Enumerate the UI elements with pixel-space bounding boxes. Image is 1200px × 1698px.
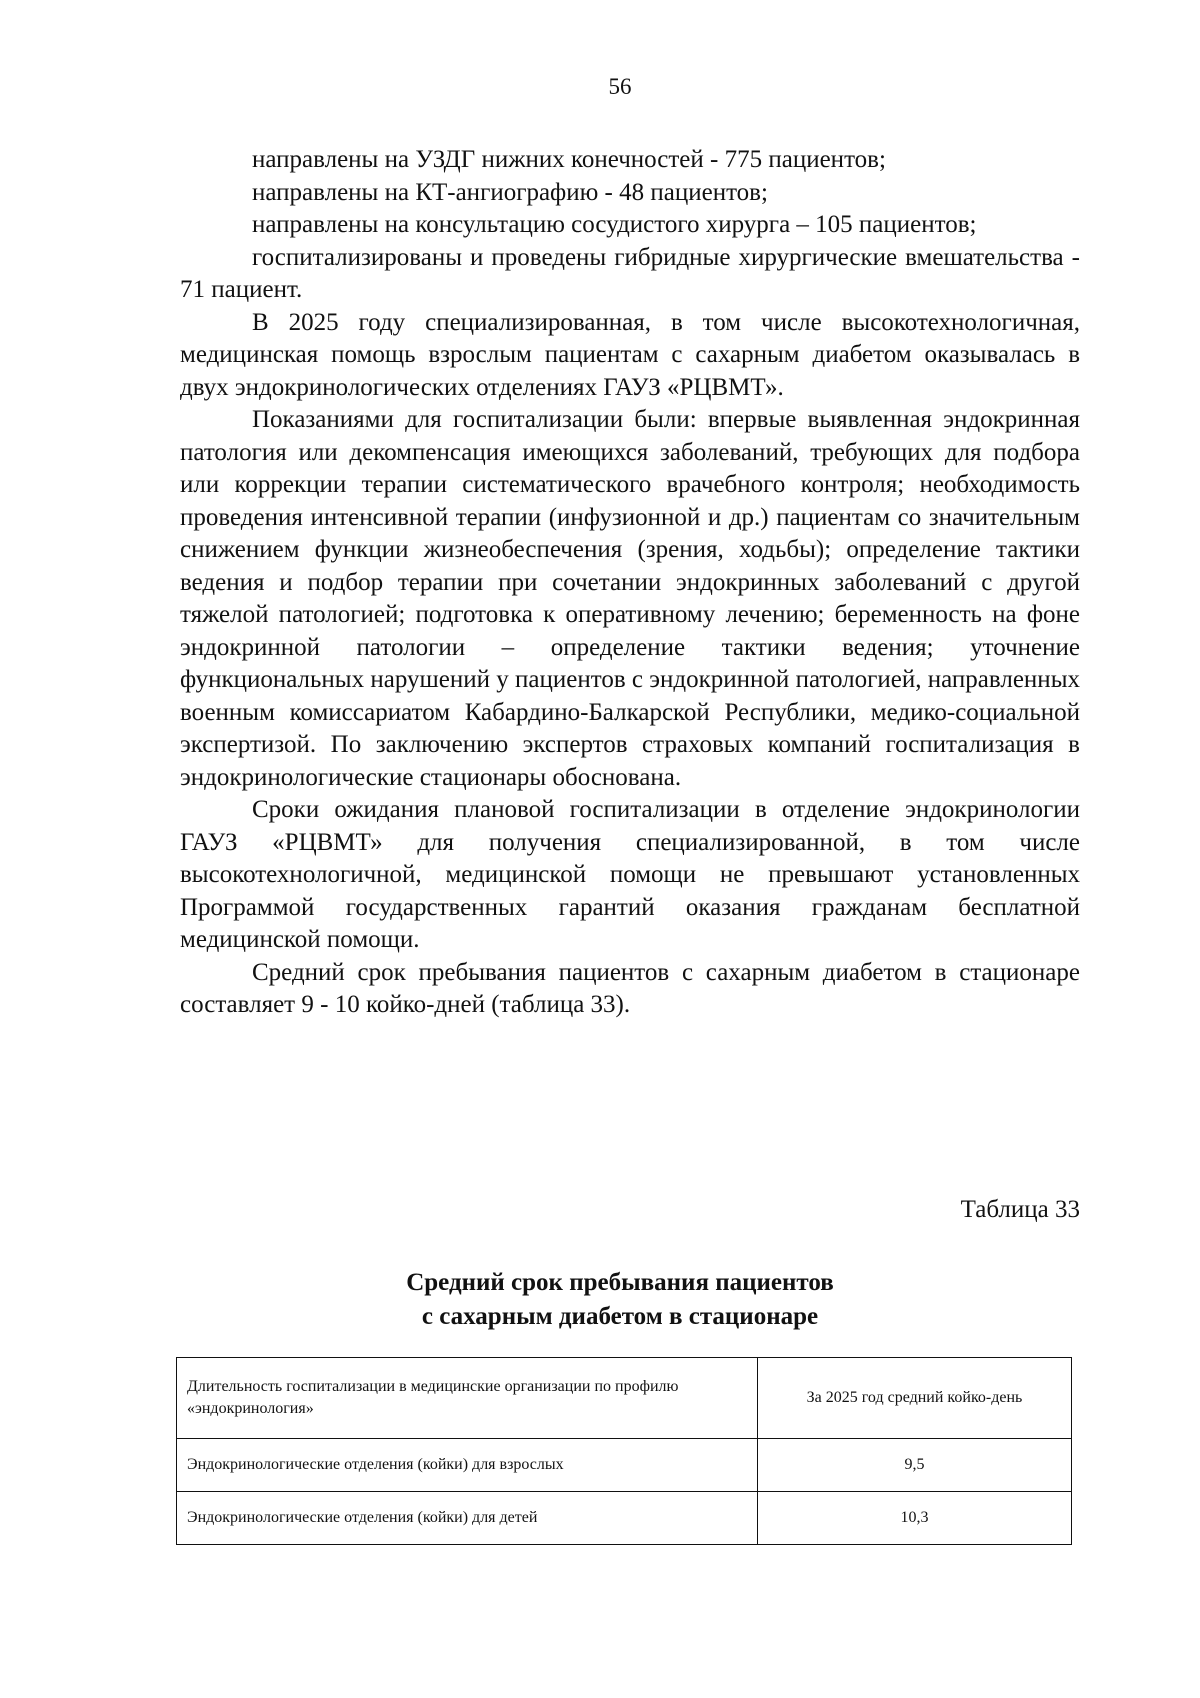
paragraph: направлены на консультацию сосудистого хирурга – 105 пациентов; (252, 211, 977, 238)
table-row (177, 1439, 1072, 1492)
body-text (180, 144, 1080, 1022)
paragraph: госпитализированы и проведены гибридные хирургические вмешательства - 71 пациент. (180, 243, 1080, 303)
paragraph: направлены на УЗДГ нижних конечностей - 775 пациентов; (252, 146, 886, 173)
table-row (177, 1492, 1072, 1545)
page-number: 56 (608, 74, 632, 99)
table-header-row (177, 1358, 1072, 1439)
table-cell: Эндокринологические отделения (койки) для детей (177, 1492, 758, 1545)
table-header-cell: Длительность госпитализации в медицинские организации по профилю «эндокринология» (177, 1358, 758, 1439)
table-header-cell: За 2025 год средний койко-день (758, 1358, 1072, 1439)
table-title (0, 1266, 1200, 1334)
data-table (176, 1357, 1072, 1545)
paragraph: В 2025 году специализированная, в том числе высокотехнологичная, медицинская помощь взрослым пациентам с сахарным диабетом оказывалась в двух эндокринологических отделениях ГАУЗ «РЦВМТ». (180, 308, 1080, 401)
table-caption: Таблица 33 (960, 1196, 1080, 1223)
table-title-line: с сахарным диабетом в стационаре (421, 1303, 819, 1330)
table-cell: 9,5 (758, 1439, 1072, 1492)
paragraph: Средний срок пребывания пациентов с сахарным диабетом в стационаре составляет 9 - 10 койко-дней (таблица 33). (180, 958, 1080, 1018)
paragraph: Сроки ожидания плановой госпитализации в отделение эндокринологии ГАУЗ «РЦВМТ» для получения специализированной, в том числе высокотехнологичной, медицинской помощи не превышают установленных Программой государственных гарантий оказания гражданам бесплатной медицинской помощи. (180, 796, 1080, 953)
table-cell: Эндокринологические отделения (койки) для взрослых (177, 1439, 758, 1492)
paragraph: направлены на КТ-ангиографию - 48 пациентов; (252, 178, 768, 206)
table-title-line: Средний срок пребывания пациентов (406, 1269, 834, 1296)
paragraph: Показаниями для госпитализации были: впервые выявленная эндокринная патология или декомпенсация имеющихся заболеваний, требующих для подбора или коррекции терапии систематического врачебного контроля; необходимость проведения интенсивной терапии (инфузионной и др.) пациентам со значительным снижением функции жизнеобеспечения (зрения, ходьбы); определение тактики ведения и подбор терапии при сочетании эндокринных заболеваний с другой тяжелой патологией; подготовка к оперативному лечению; беременность на фоне эндокринной патологии – определение тактики ведения; уточнение функциональных нарушений у пациентов с эндокринной патологией, направленных военным комиссариатом Кабардино-Балкарской Республики, медико-социальной экспертизой. По заключению экспертов страховых компаний госпитализация в эндокринологические стационары обоснована. (180, 406, 1080, 791)
table-cell: 10,3 (758, 1492, 1072, 1545)
